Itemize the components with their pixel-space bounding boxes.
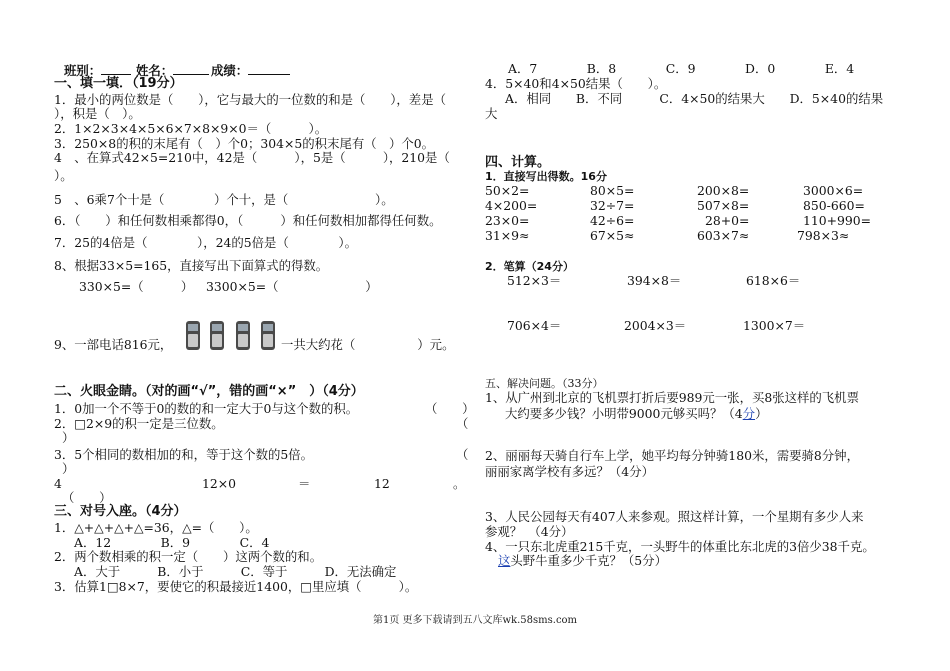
written-calc-item: 512×3＝ xyxy=(507,273,562,288)
written-calc-title: 2．笔算（24分） xyxy=(485,260,574,273)
judge-3-paren-open: （ xyxy=(456,447,469,462)
calc-cell: 42÷6= xyxy=(590,213,635,228)
choice-2: 2．两个数相乘的积一定（ ）这两个数的和。 xyxy=(54,549,323,564)
question-1-line-2: ），积是（ ）。 xyxy=(54,106,141,121)
calc-cell: 3000×6= xyxy=(803,183,864,198)
judge-4-period: 。 xyxy=(453,476,466,491)
calc-cell: 850-660= xyxy=(803,198,865,213)
phone-icon xyxy=(236,321,250,350)
calc-cell: 200×8= xyxy=(697,183,750,198)
calc-cell: 110+990= xyxy=(803,213,872,228)
page-footer: 第1页 更多下载请到五八文库wk.58sms.com xyxy=(372,615,578,626)
question-2: 2．1×2×3×4×5×6×7×8×9×0＝（ ）。 xyxy=(54,121,328,136)
phone-images xyxy=(185,321,277,351)
problem-2-line-2: 丽丽家离学校有多远？（4分） xyxy=(485,464,654,479)
written-calc-item: 618×6＝ xyxy=(746,273,801,288)
question-7: 7．25的4倍是（ ），24的5倍是（ ）。 xyxy=(54,235,357,250)
phone-icon xyxy=(210,321,224,350)
calc-cell: 798×3≈ xyxy=(797,228,850,243)
judge-1: 1．0加一个不等于0的数的和一定大于0与这个数的积。 xyxy=(54,401,359,416)
question-8-sub-b: 3300×5=（ ） xyxy=(206,279,378,294)
written-calc-item: 706×4＝ xyxy=(507,318,562,333)
phone-icon xyxy=(261,321,275,350)
calc-cell: 80×5= xyxy=(590,183,635,198)
judge-4-paren: （ ） xyxy=(62,490,112,505)
choice-1-options: A．12 B．9 C．4 xyxy=(74,535,270,550)
choice-3-options: A．7 B．8 C．9 D．0 E．4 xyxy=(508,61,855,76)
name-label: 姓名： xyxy=(136,63,174,78)
calc-cell: 4×200= xyxy=(485,198,538,213)
calc-cell: 507×8= xyxy=(697,198,750,213)
section-5-title: 五、解决问题。（33分） xyxy=(485,377,604,390)
written-calc-item: 1300×7＝ xyxy=(743,318,806,333)
question-9-text-a: 9、一部电话816元， xyxy=(54,337,173,352)
question-8: 8、根据33×5=165，直接写出下面算式的得数。 xyxy=(54,258,329,273)
calc-cell: 32÷7= xyxy=(590,198,635,213)
problem-1-line-2 xyxy=(505,406,767,422)
judge-3: 3．5个相同的数相加的和，等于这个数的5倍。 xyxy=(54,447,314,462)
class-label: 班别： xyxy=(64,63,102,78)
judge-4-equals: ＝ xyxy=(298,476,311,491)
question-5: 5 、6乘7个十是（ ）个十，是（ ）。 xyxy=(54,192,394,207)
problem-1-line-1: 1、从广州到北京的飞机票打折后要989元一张，买8张这样的飞机票 xyxy=(485,390,859,405)
section-2-title: 二、火眼金睛。（对的画“√”，错的画“×” ）（4分） xyxy=(54,384,364,399)
judge-4-result: 12 xyxy=(374,476,390,491)
problem-3-line-1: 3、人民公园每天有407人来参观。照这样计算，一个星期有多少人来 xyxy=(485,509,864,524)
section-3-title: 三、对号入座。（4分） xyxy=(54,504,187,519)
judge-4-expr: 12×0 xyxy=(202,476,237,491)
problem-4-line-1: 4、一只东北虎重215千克，一头野牛的体重比东北虎的3倍少38千克。 xyxy=(485,539,875,554)
calc-cell: 28+0= xyxy=(705,213,750,228)
judge-4-number: 4 xyxy=(54,476,62,491)
calc-cell: 31×9≈ xyxy=(485,228,530,243)
question-1-line-1: 1．最小的两位数是（ ），它与最大的一位数的和是（ ），差是（ xyxy=(54,92,446,107)
score-blank[interactable] xyxy=(248,62,290,75)
calc-cell: 23×0= xyxy=(485,213,530,228)
name-blank[interactable] xyxy=(173,62,209,75)
section-4-title: 四、计算。 xyxy=(485,155,551,170)
problem-1-link[interactable]: 分 xyxy=(742,406,756,421)
calc-cell: 50×2= xyxy=(485,183,530,198)
score-label: 成绩： xyxy=(211,63,249,78)
direct-calc-title: 1．直接写出得数。16分 xyxy=(485,170,607,183)
choice-4: 4．5×40和4×50结果（ ）。 xyxy=(485,76,667,91)
calc-cell: 603×7≈ xyxy=(697,228,750,243)
score-field xyxy=(211,62,290,79)
choice-4-options: A．相同 B．不同 C．4×50的结果大 D．5×40的结果 xyxy=(505,91,884,106)
calc-cell: 67×5≈ xyxy=(590,228,635,243)
judge-3-paren-close: ） xyxy=(62,461,75,476)
question-9-text-b: 一共大约花（ ）元。 xyxy=(281,337,455,352)
question-4-line-1: 4 、在算式42×5=210中，42是（ ），5是（ ），210是（ xyxy=(54,150,450,165)
question-6: 6．（ ）和任何数相乘都得0，（ ）和任何数相加都得任何数。 xyxy=(54,213,442,228)
problem-1-close: ） xyxy=(755,406,768,421)
judge-2: 2．□2×9的积一定是三位数。 xyxy=(54,416,224,431)
choice-4-options-wrap: 大 xyxy=(485,106,498,121)
problem-4-text: 头野牛重多少千克？（5分） xyxy=(510,553,667,568)
problem-3-line-2: 参观？ （4分） xyxy=(485,524,574,539)
judge-2-paren-open: （ xyxy=(456,416,469,431)
problem-4-line-2 xyxy=(498,553,667,569)
section-1-title: 一、填一填．（19分） xyxy=(54,76,183,91)
question-3: 3．250×8的积的末尾有（ ）个0；304×5的积末尾有（ ）个0。 xyxy=(54,136,435,151)
problem-2-line-1: 2、丽丽每天骑自行车上学，她平均每分钟骑180米，需要骑8分钟， xyxy=(485,448,859,463)
problem-4-link[interactable]: 这 xyxy=(498,553,511,568)
question-8-sub-a: 330×5=（ ） xyxy=(79,279,194,294)
choice-1: 1．△+△+△+△=36，△=（ ）。 xyxy=(54,520,258,535)
written-calc-item: 394×8＝ xyxy=(627,273,682,288)
question-4-line-2: ）。 xyxy=(54,168,73,183)
choice-3: 3．估算1□8×7，要使它的积最接近1400，□里应填（ ）。 xyxy=(54,579,418,594)
class-blank[interactable] xyxy=(101,62,131,75)
written-calc-item: 2004×3＝ xyxy=(624,318,687,333)
judge-1-paren: （ ） xyxy=(425,401,475,416)
judge-2-paren-close: ） xyxy=(62,430,75,445)
choice-2-options: A．大于 B．小于 C．等于 D．无法确定 xyxy=(74,564,397,579)
phone-icon xyxy=(186,321,200,350)
problem-1-text: 大约要多少钱？小明带9000元够买吗？（4 xyxy=(505,406,743,421)
